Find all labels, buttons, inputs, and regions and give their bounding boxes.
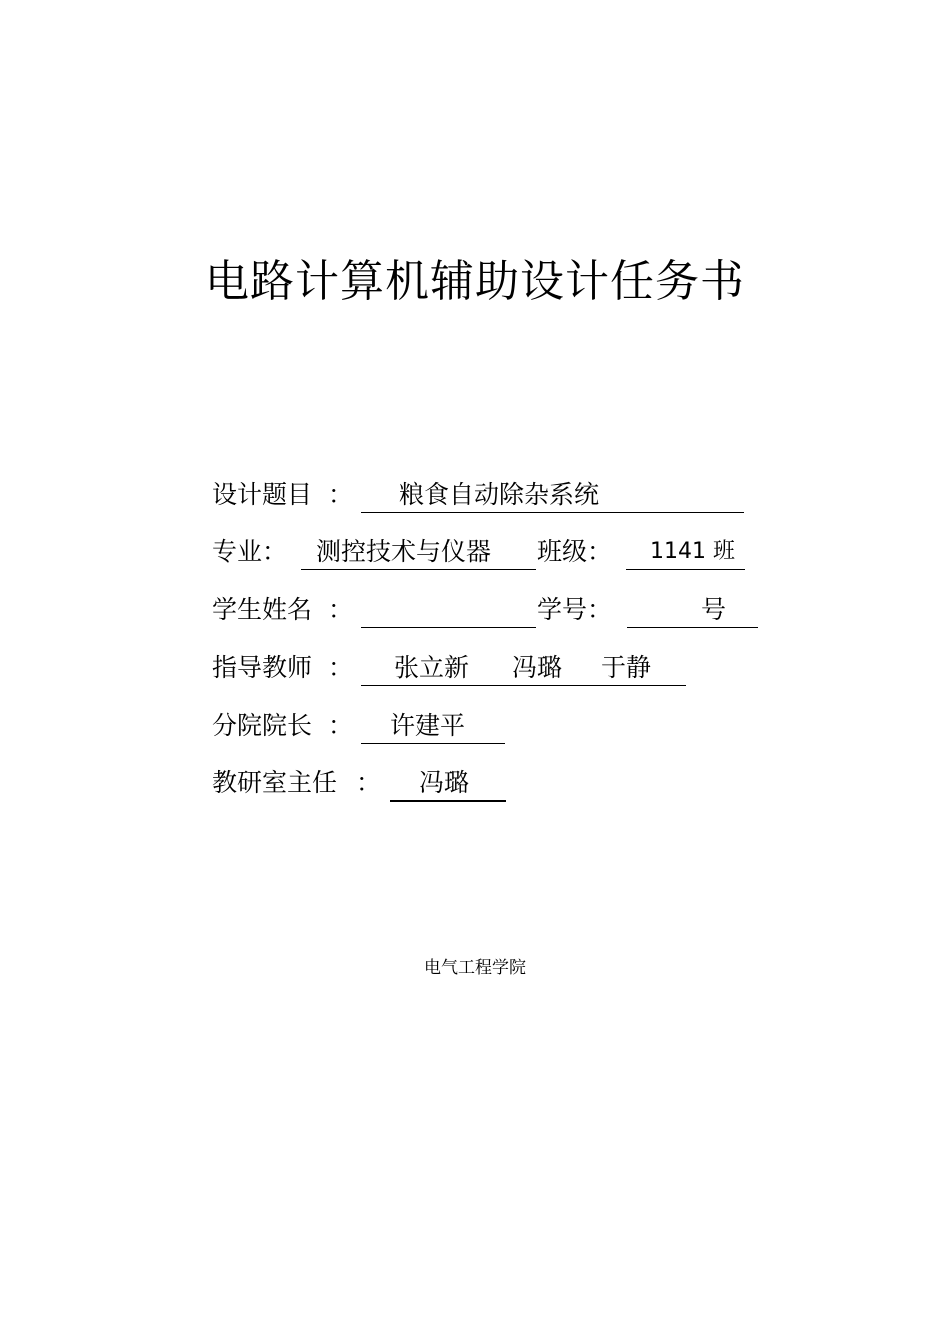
topic-colon: ： bbox=[328, 480, 354, 509]
class-value: 1141 班 bbox=[650, 539, 735, 564]
row-advisors bbox=[0, 651, 950, 691]
row-topic bbox=[0, 478, 950, 518]
number-value: 号 bbox=[701, 595, 727, 624]
advisor-field bbox=[361, 651, 686, 686]
major-field bbox=[301, 535, 536, 570]
advisor-colon: ： bbox=[328, 653, 354, 682]
row-student-number bbox=[0, 593, 950, 633]
director-field bbox=[390, 766, 506, 802]
topic-label: 设计题目 bbox=[212, 480, 313, 509]
director-value: 冯璐 bbox=[419, 768, 470, 797]
advisor-3: 于静 bbox=[601, 653, 652, 682]
row-major-class bbox=[0, 535, 950, 575]
advisor-2: 冯璐 bbox=[512, 653, 563, 682]
row-dean bbox=[0, 709, 950, 749]
student-label: 学生姓名 bbox=[212, 595, 313, 624]
class-label: 班级： bbox=[537, 537, 613, 566]
student-field bbox=[361, 593, 536, 628]
director-label: 教研室主任 bbox=[212, 768, 338, 797]
student-colon: ： bbox=[328, 595, 354, 624]
major-value: 测控技术与仪器 bbox=[316, 537, 492, 566]
advisor-1: 张立新 bbox=[394, 653, 470, 682]
topic-value: 粮食自动除杂系统 bbox=[399, 480, 600, 509]
number-label: 学号： bbox=[537, 595, 613, 624]
dean-label: 分院院长 bbox=[212, 711, 313, 740]
director-colon: ： bbox=[356, 768, 382, 797]
dean-field bbox=[361, 709, 505, 744]
advisor-label: 指导教师 bbox=[212, 653, 313, 682]
row-director bbox=[0, 766, 950, 806]
dean-value: 许建平 bbox=[390, 711, 466, 740]
major-label: 专业： bbox=[212, 537, 288, 566]
number-field bbox=[627, 593, 758, 628]
footer-college: 电气工程学院 bbox=[424, 958, 526, 978]
topic-field bbox=[361, 478, 744, 513]
dean-colon: ： bbox=[328, 711, 354, 740]
document-title: 电路计算机辅助设计任务书 bbox=[205, 256, 745, 307]
class-field bbox=[626, 535, 745, 570]
